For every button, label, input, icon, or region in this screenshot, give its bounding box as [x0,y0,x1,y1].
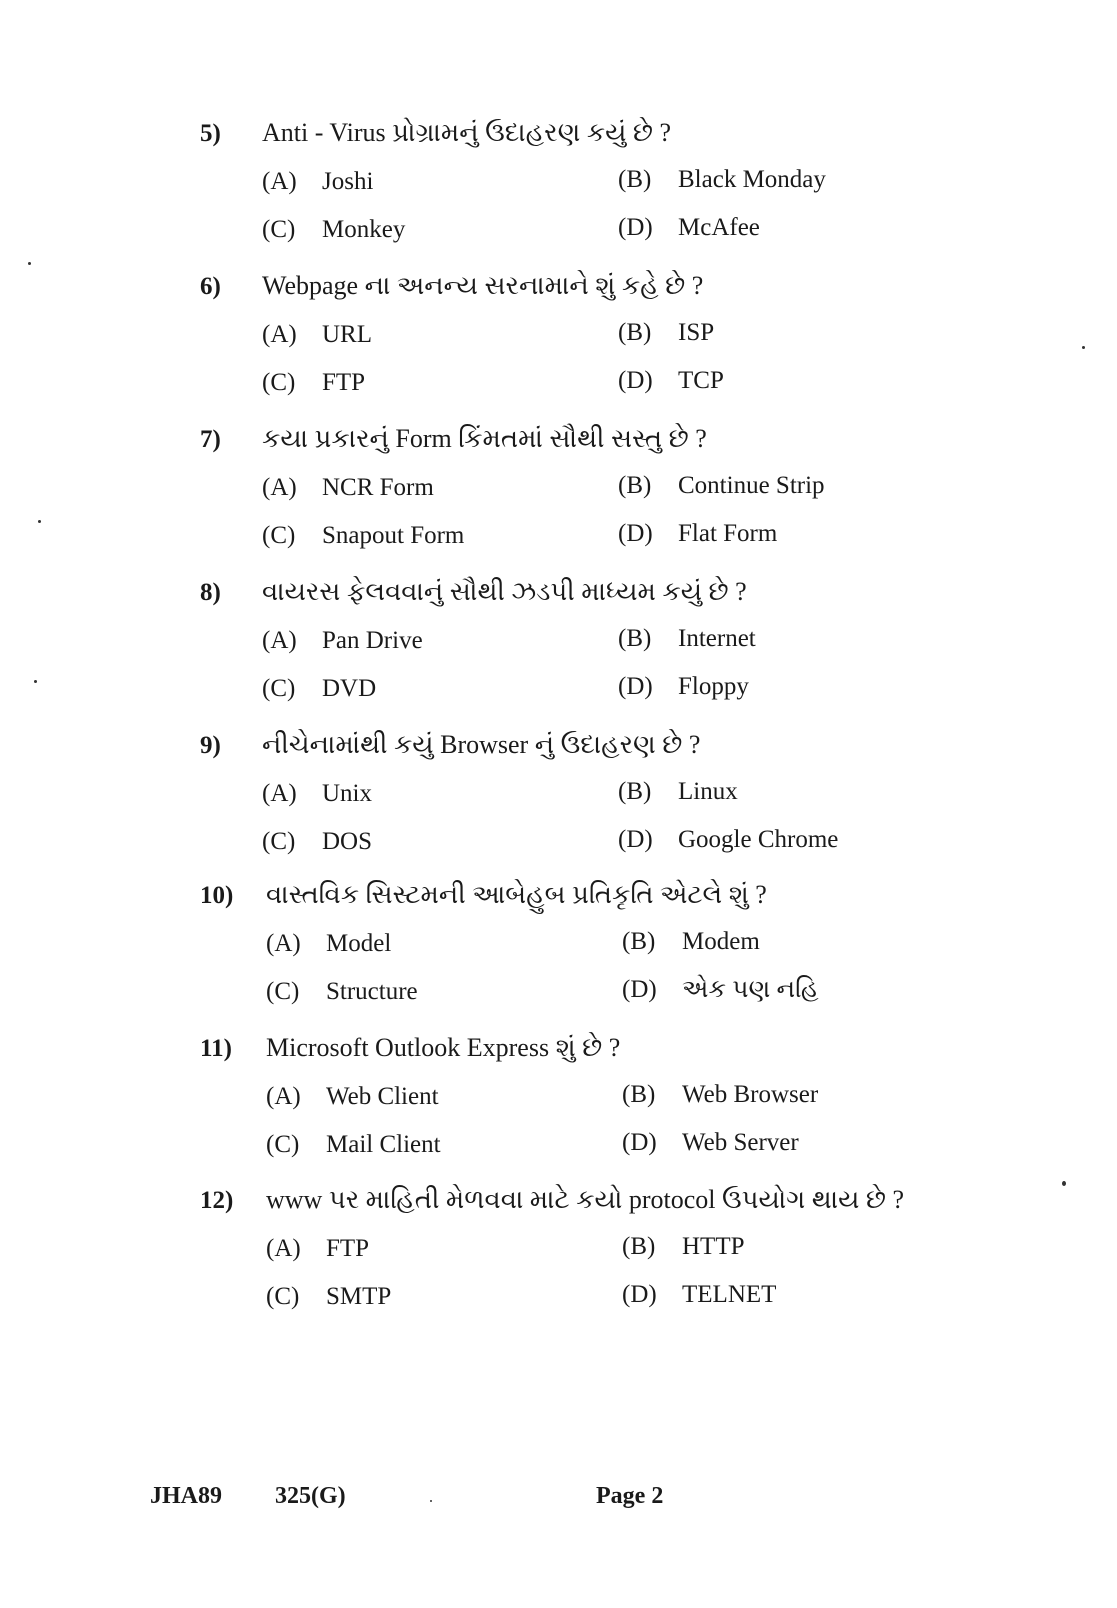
question-number: 10) [200,882,234,909]
question-number: 9) [200,732,221,759]
option-text: Mail Client [326,1131,441,1158]
option-d [622,1279,776,1311]
option-d [618,518,777,550]
scan-speck [430,1500,432,1502]
option-d [618,212,760,244]
option-letter: (D) [622,1129,657,1156]
question-text: Microsoft Outlook Express શું છે ? [266,1033,621,1062]
scan-speck [1082,346,1085,349]
scan-speck [28,262,31,265]
option-text: Structure [326,978,418,1005]
option-letter: (B) [618,319,652,346]
scan-speck [38,520,41,523]
option-a [262,625,423,657]
option-letter: (C) [262,675,296,702]
question-10 [0,880,1117,1035]
option-text: Continue Strip [678,472,825,499]
option-text: Web Server [682,1129,799,1156]
question-7 [0,424,1117,579]
option-text: Monkey [322,216,406,243]
page-number: Page 2 [596,1483,664,1509]
option-letter: (C) [262,369,296,396]
option-a [262,472,434,504]
option-text: Flat Form [678,520,778,547]
option-a [262,778,372,810]
option-c [262,826,372,858]
scan-speck [34,680,37,683]
subject-code: 325(G) [275,1483,346,1509]
question-text: Anti - Virus પ્રોગ્રામનું ઉદાહરણ કયું છે ? [262,118,672,147]
option-text: FTP [326,1235,370,1262]
option-c [266,1129,441,1161]
option-letter: (C) [266,978,300,1005]
option-text: Black Monday [678,166,826,193]
option-c [262,214,405,246]
option-text: Pan Drive [322,627,423,654]
option-letter: (C) [262,828,296,855]
question-number: 8) [200,579,221,606]
option-letter: (B) [622,1233,656,1260]
option-letter: (A) [262,474,297,501]
option-a [266,1081,439,1113]
exam-code: JHA89 [150,1483,222,1509]
option-b [622,1079,818,1111]
option-text: Web Browser [682,1081,819,1108]
option-text: Floppy [678,673,749,700]
option-letter: (D) [622,1281,657,1308]
option-text: Linux [678,778,738,805]
option-a [266,1233,369,1265]
option-b [622,1231,745,1263]
option-letter: (B) [618,166,652,193]
question-text: કયા પ્રકારનું Form કિંમતમાં સૌથી સસ્તુ છે ? [262,424,707,453]
option-d [618,671,749,703]
option-text: TELNET [682,1281,777,1308]
option-text: FTP [322,369,366,396]
option-letter: (A) [266,1235,301,1262]
option-text: Modem [682,928,760,955]
option-b [618,164,826,196]
question-8 [0,577,1117,732]
option-letter: (B) [622,928,656,955]
option-letter: (D) [618,673,653,700]
question-text: વાસ્તવિક સિસ્ટમની આબેહુબ પ્રતિકૃતિ એટલે શું ? [266,880,767,909]
option-letter: (B) [618,472,652,499]
option-b [618,470,825,502]
option-d [618,824,838,856]
question-number: 6) [200,273,221,300]
question-number: 7) [200,426,221,453]
option-letter: (A) [262,627,297,654]
option-text: Internet [678,625,756,652]
question-number: 5) [200,120,221,147]
option-b [618,776,738,808]
question-9 [0,730,1117,885]
option-letter: (D) [618,367,653,394]
option-letter: (A) [262,168,297,195]
option-text: Model [326,930,392,957]
question-number: 11) [200,1035,232,1062]
question-5 [0,118,1117,273]
option-c [262,367,365,399]
option-b [622,926,760,958]
option-letter: (B) [618,778,652,805]
option-text: SMTP [326,1283,392,1310]
option-text: Google Chrome [678,826,839,853]
option-text: એક પણ નહિ [682,976,819,1003]
question-text: નીચેનામાંથી કયું Browser નું ઉદાહરણ છે ? [262,730,701,759]
option-b [618,623,756,655]
question-number: 12) [200,1187,234,1214]
option-text: Joshi [322,168,374,195]
option-letter: (A) [262,321,297,348]
question-6 [0,271,1117,426]
option-letter: (D) [618,214,653,241]
option-d [622,1127,799,1159]
option-c [262,673,376,705]
question-11 [0,1033,1117,1188]
option-letter: (D) [622,976,657,1003]
page-footer [0,1480,1117,1520]
option-c [266,1281,391,1313]
option-text: NCR Form [322,474,434,501]
question-12 [0,1185,1117,1340]
question-text: www પર માહિતી મેળવવા માટે કયો protocol ઉપયોગ થાય છે ? [266,1185,905,1214]
option-letter: (C) [266,1283,300,1310]
scan-speck [1062,1181,1066,1186]
option-c [262,520,464,552]
option-text: DOS [322,828,373,855]
option-text: Web Client [326,1083,439,1110]
option-a [266,928,391,960]
option-letter: (C) [262,522,296,549]
option-d [618,365,724,397]
option-text: Snapout Form [322,522,465,549]
option-letter: (A) [266,930,301,957]
option-d [622,974,819,1006]
option-a [262,166,373,198]
option-text: TCP [678,367,724,394]
option-text: Unix [322,780,372,807]
option-letter: (A) [262,780,297,807]
option-letter: (B) [618,625,652,652]
question-text: Webpage ના અનન્ય સરનામાને શું કહે છે ? [262,271,704,300]
option-c [266,976,418,1008]
option-text: HTTP [682,1233,745,1260]
option-letter: (A) [266,1083,301,1110]
option-letter: (B) [622,1081,656,1108]
option-text: ISP [678,319,715,346]
option-text: DVD [322,675,377,702]
option-letter: (C) [266,1131,300,1158]
option-b [618,317,714,349]
option-a [262,319,372,351]
option-letter: (C) [262,216,296,243]
option-text: McAfee [678,214,760,241]
question-text: વાયરસ ફેલવવાનું સૌથી ઝડપી માધ્યમ કયું છે ? [262,577,747,606]
option-letter: (D) [618,520,653,547]
option-text: URL [322,321,372,348]
option-letter: (D) [618,826,653,853]
